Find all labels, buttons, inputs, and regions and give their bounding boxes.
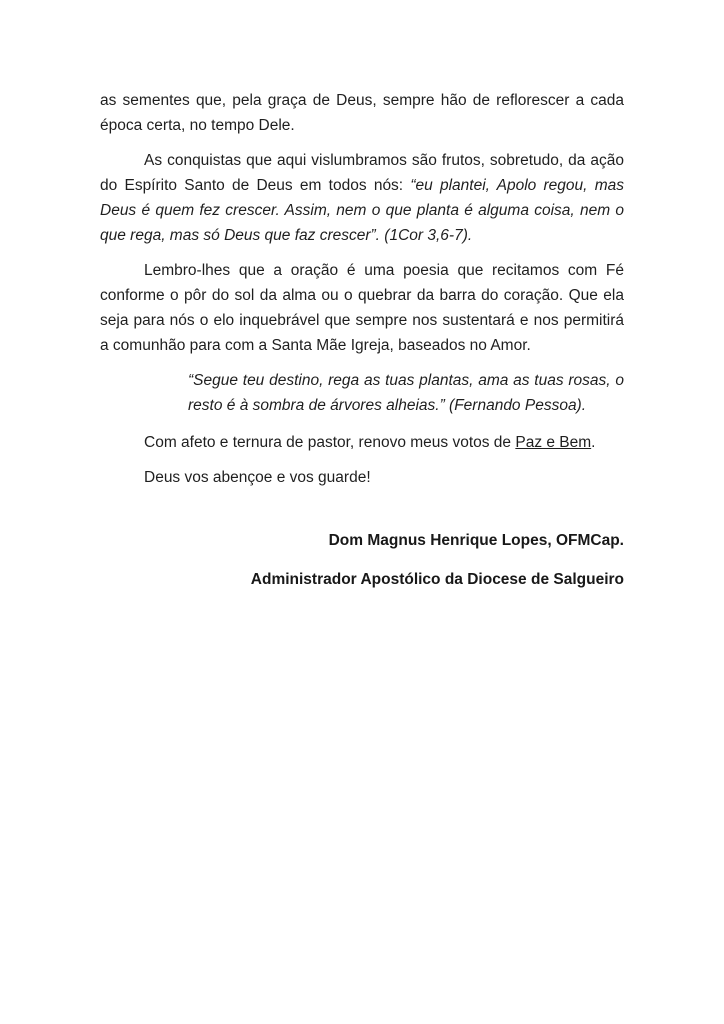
- pessoa-quote: “Segue teu destino, rega as tuas plantas, ama as tuas rosas, o resto é à sombra de árvores alheias.” (Fernando Pessoa).: [188, 372, 624, 414]
- signature-name: Dom Magnus Henrique Lopes, OFMCap.: [328, 532, 624, 549]
- paragraph-votos-text: Com afeto e ternura de pastor, renovo meus votos de: [144, 434, 516, 451]
- paragraph-oracao: Lembro-lhes que a oração é uma poesia que recitamos com Fé conforme o pôr do sol da alma ou o quebrar da barra do coração. Que ela seja para nós o elo inquebrável que sempre nos sustentará e nos permitirá a comunhão para com a Santa Mãe Igreja, baseados no Amor.: [100, 262, 624, 354]
- document-content: [100, 88, 624, 606]
- paragraph-votos-period: .: [591, 434, 596, 451]
- paz-e-bem-underlined: Paz e Bem: [515, 434, 592, 451]
- signature-block: [100, 528, 624, 593]
- paragraph-conquistas-text: As conquistas que aqui vislumbramos são frutos, sobretudo, da ação do Espírito Santo de Deus em todos nós:: [100, 152, 624, 194]
- paragraph-votos: [100, 430, 624, 455]
- paragraph-conquistas: [100, 148, 624, 248]
- signature-title: Administrador Apostólico da Diocese de Salgueiro: [250, 571, 624, 588]
- paragraph-bencao: Deus vos abençoe e vos guarde!: [144, 469, 371, 486]
- scripture-quote: “eu plantei, Apolo regou, mas Deus é quem fez crescer. Assim, nem o que planta é alguma coisa, nem o que rega, mas só Deus que faz crescer”. (1Cor 3,6-7).: [100, 177, 624, 244]
- paragraph-continuation: as sementes que, pela graça de Deus, sempre hão de reflorescer a cada época certa, no tempo Dele.: [100, 92, 624, 134]
